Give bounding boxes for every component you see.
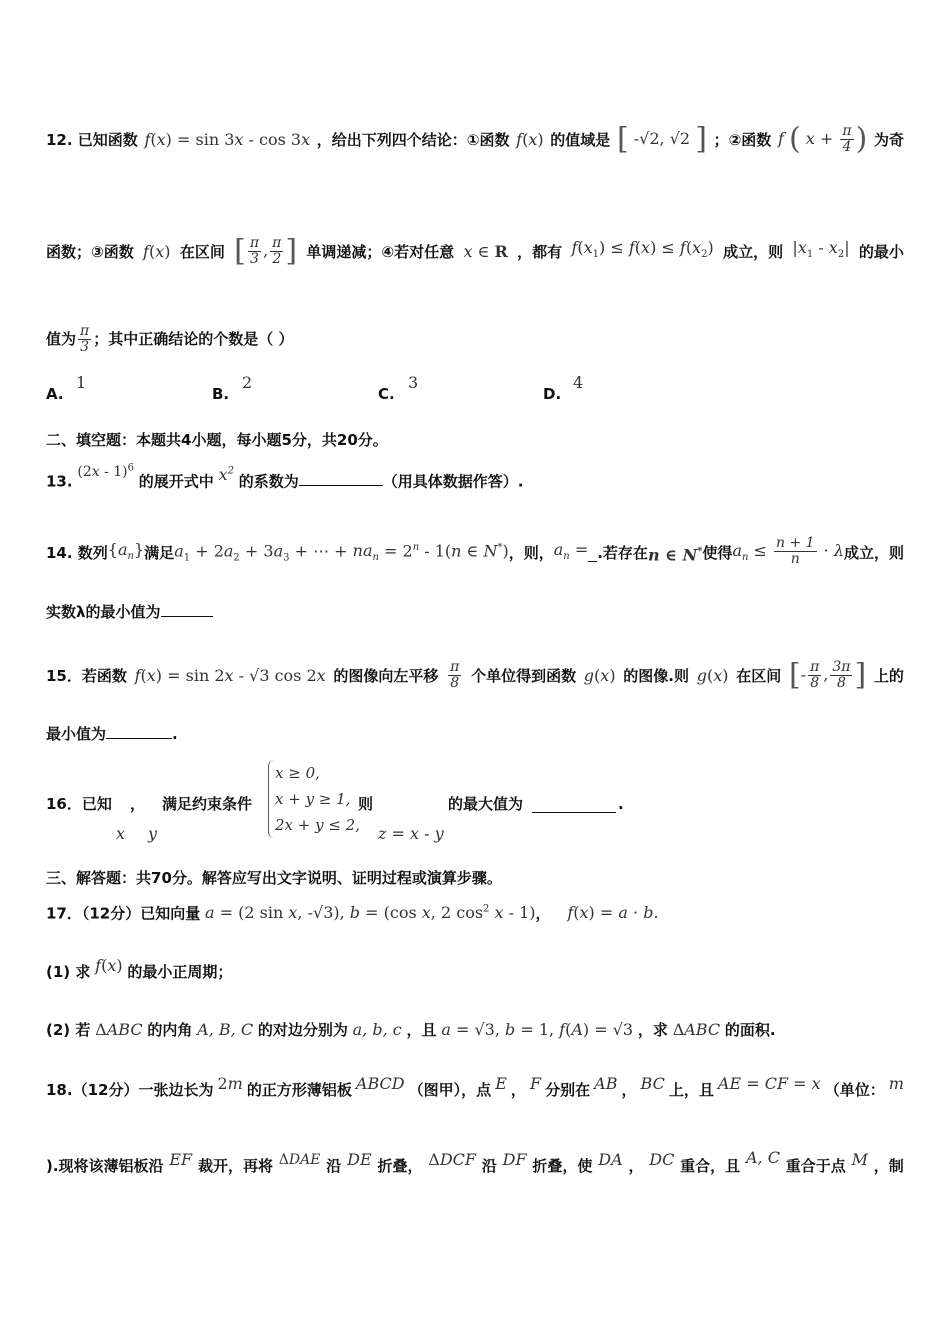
q12-text: 成立，则 — [723, 242, 784, 261]
q12-text: ，都有 — [517, 242, 563, 261]
q15-formula: f(x) = sin 2x - √3 cos 2x — [134, 665, 326, 685]
q12-text: ，给出下列四个结论：①函数 — [316, 130, 510, 149]
q12-interval: [ $\frac{\pi}{3}$ , $\frac{\pi}{2}$ ] — [234, 233, 298, 269]
section-2-heading: 二、填空题：本题共4小题，每小题5分，共20分。 — [46, 431, 388, 449]
q12-inequality: $f(x_1) \le f(x) \le f(x_2)$ — [571, 238, 714, 261]
q16-answer-blank[interactable] — [532, 796, 616, 813]
q17-part-1: (1) 求 f(x) 的最小正周期； — [46, 956, 233, 981]
q12-text: 在区间 — [179, 242, 225, 261]
q12-range: [ -√2, √2 ] — [616, 121, 707, 157]
q12-text: 单调递减；④若对任意 — [306, 242, 455, 261]
q15-interval: [- $\frac{\pi}{8}$ , $\frac{3\pi}{8}$ ] — [788, 657, 867, 693]
q12-text: 为奇 — [873, 130, 904, 149]
exam-page: 12. 已知函数 f(x) = sin 3x - cos 3x ，给出下列四个结论：①函数 f(x) 的值域是 [ -√2, √2 ] ；②函数 f ( x + $\frac{\pi}{4}$ ) 为奇 函数；③函数 f(x) 在区间 [ $\frac{\pi}{3}$ , $\frac{\pi}{2}$ ] 单调递减；④若对任意 x ∈ R ，都有 $f(x_1) \le f(x) \le f(x_2)$ 成立，则 $|x_1 - x_2|$ 的最小 值为 $\frac{\pi}{3}$ ；其中正确结论的个数是（ ） A. 1 B. 2 C. 3 D. 4 二、填空题：本题共4小题，每小题5分，共20分。 13. (2x - 1)$^6$ 的展开式中 $x^2$ 的系数为 （用具体数据作答）. 14. 数列 $\{a_n\}$ 满足 $a_1 + 2a_2 + 3a_3$ + ⋯ + $na_n = 2^n - 1(n$ ∈ N*) ，则， $a_n$ = .若存在 n ∈ N* 使得 $a_n$ ≤ $\frac{n + 1}{n}$ · λ 成立，则 实数λ的最小值为 15．若函数 f(x) = sin 2x - √3 cos 2x 的图像向左平移 $\frac{\pi}{8}$ 个单位得到函数 g(x) 的图像.则 g(x) 在区间 [- $\frac{\pi}{8}$ , $\frac{3\pi}{8}$ ] 上的 最小值为 . 16．已知 x ， y 满足约束条件 x ≥ 0, x + y ≥ 1, 2x + y ≤ 2, 则 z = x - y 的最大值为 . 三、解答题：共70分。解答应写出文字说明、证明过程或演算步骤。 17．（12分）已知向量 a = (2 sin x, -√3), b = (cos x, 2 $\cos^2 x - 1$)， f(x) = a · b. (1) 求 f(x) 的最小正周期； (2) 若 ΔABC 的内角 A, B, C 的对边分别为 a, b, c ，且 a = √3, b = 1, f(A) = √3 ，求 ΔABC 的面积. 18.（12分）一张边长为 2m 的正方形薄铝板 ABCD （图甲），点 E ， F 分别在 AB ， BC 上，且 AE = CF = x （单位： m ).现将该薄铝板沿 EF 裁开，再将 ΔDAE 沿 DE 折叠， ΔDCF 沿 DF 折叠，使 DA ， DC 重合，且 A, C 重合于点 M ，制 — [0, 0, 950, 1344]
q17-vectors: a = (2 sin x, -√3), b = (cos x, 2 $\cos^2 x - 1$) — [205, 903, 536, 923]
q12-text: 的最小 — [858, 242, 904, 261]
q18-line-1: 18.（12分）一张边长为 2m 的正方形薄铝板 ABCD （图甲），点 E ， F 分别在 AB ， BC 上，且 AE = CF = x （单位： m — [46, 1074, 904, 1099]
q12-shifted-f: f ( x + $\frac{\pi}{4}$ ) — [777, 121, 868, 157]
q13-answer-blank[interactable] — [299, 469, 383, 486]
q15-line-1: 15．若函数 f(x) = sin 2x - √3 cos 2x 的图像向左平移 $\frac{\pi}{8}$ 个单位得到函数 g(x) 的图像.则 g(x) 在区间 [- $\frac{\pi}{8}$ , $\frac{3\pi}{8}$ ] 上的 — [46, 657, 904, 693]
q12-line-3: 值为 $\frac{\pi}{3}$ ；其中正确结论的个数是（ ） — [46, 323, 294, 355]
q18-line-2: ).现将该薄铝板沿 EF 裁开，再将 ΔDAE 沿 DE 折叠， ΔDCF 沿 DF 折叠，使 DA ， DC 重合，且 A, C 重合于点 M ，制 — [46, 1148, 904, 1175]
q12-formula-f: f(x) = sin 3x - cos 3x — [144, 129, 311, 149]
q17-part-2: (2) 若 ΔABC 的内角 A, B, C 的对边分别为 a, b, c ，且 a = √3, b = 1, f(A) = √3 ，求 ΔABC 的面积. — [46, 1020, 776, 1039]
q12-text: 12. 已知函数 — [46, 130, 138, 149]
q12-formula-fx: f(x) — [516, 129, 544, 149]
section-3-heading: 三、解答题：共70分。解答应写出文字说明、证明过程或演算步骤。 — [46, 869, 502, 887]
q15-line-2: 最小值为 . — [46, 722, 904, 746]
q14-lambda-blank[interactable] — [161, 600, 213, 617]
q14-line-2: 实数λ的最小值为 — [46, 600, 904, 624]
q17-line-1: 17．（12分）已知向量 a = (2 sin x, -√3), b = (cos x, 2 $\cos^2 x - 1$)， f(x) = a · b. — [46, 903, 659, 923]
q12-line-1 — [46, 121, 904, 157]
q15-answer-blank[interactable] — [106, 722, 172, 739]
q12-text: 的值域是 — [550, 130, 611, 149]
q14-formula: $a_1 + 2a_2 + 3a_3$ + ⋯ + $na_n = 2^n - 1(n$ ∈ N*) — [174, 541, 509, 564]
q12-text: 函数；③函数 — [46, 242, 134, 261]
q12-line-2: 函数；③函数 f(x) 在区间 [ $\frac{\pi}{3}$ , $\frac{\pi}{2}$ ] 单调递减；④若对任意 x ∈ R ，都有 $f(x_1) \le f(x) \le f(x_2)$ 成立，则 $|x_1 - x_2|$ 的最小 — [46, 233, 904, 269]
q16: 16．已知 x ， y 满足约束条件 x ≥ 0, x + y ≥ 1, 2x + y ≤ 2, 则 z = x - y 的最大值为 . — [46, 760, 904, 844]
q12-text: ；②函数 — [713, 130, 772, 149]
q16-constraints: x ≥ 0, x + y ≥ 1, 2x + y ≤ 2, — [268, 760, 366, 838]
q14-line-1: 14. 数列 $\{a_n\}$ 满足 $a_1 + 2a_2 + 3a_3$ + ⋯ + $na_n = 2^n - 1(n$ ∈ N*) ，则， $a_n$ = .若存在 n ∈ N* 使得 $a_n$ ≤ $\frac{n + 1}{n}$ · λ 成立，则 — [46, 536, 904, 571]
q13: 13. (2x - 1)$^6$ 的展开式中 $x^2$ 的系数为 （用具体数据作答）. — [46, 462, 524, 491]
q14-answer-blank[interactable] — [588, 545, 597, 562]
